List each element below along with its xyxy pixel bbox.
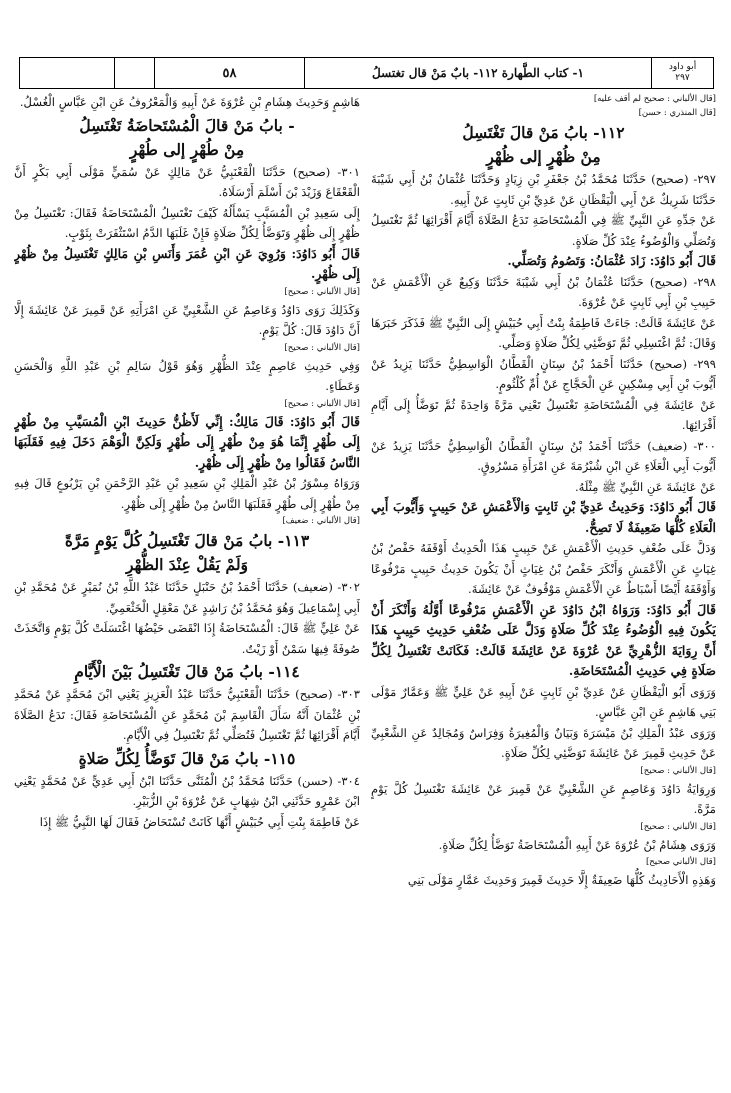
hadith-paragraph: ٣٠٤- (حسن) حَدَّثَنَا مُحَمَّدُ بْنُ الْمُثَنَّى حَدَّثَنَا ابْنُ أَبِي عَدِيٍّ عَنْ مُحَمَّدٍ يَعْنِي ابْنَ عَمْرٍو حَدَّثَنِي ابْنُ شِهَابٍ عَنْ عُرْوَةَ بْنِ الزُّبَيْرِ. — [14, 773, 360, 808]
hadith-paragraph: ٣٠٢- (ضعيف) حَدَّثَنَا أَحْمَدُ بْنُ حَنْبَلٍ حَدَّثَنَا عَبْدُ اللَّهِ بْنُ نُمَيْرٍ عَنْ مُحَمَّدِ بْنِ أَبِي إِسْمَاعِيلَ وَهُوَ مُحَمَّدُ بْنُ رَاشِدٍ عَنْ مَعْقِلٍ الْخَثْعَمِيِّ. — [14, 580, 360, 615]
hadith-paragraph: ٢٩٩- (صحيح) حَدَّثَنَا أَحْمَدُ بْنُ سِنَانٍ الْقَطَّانُ الْوَاسِطِيُّ حَدَّثَنَا يَزِيدُ عَنْ أَيُّوبَ بْنِ أَبِي مِسْكِينٍ عَنِ الْحَجَّاجِ عَنْ أُمِّ كُلْثُومٍ. — [371, 356, 716, 391]
chapter-title: ١١٥- بابُ مَنْ قالَ تَوَضَّأُ لِكُلِّ صَلاةٍ — [78, 748, 296, 768]
hadith-paragraph: وَرَوَاهُ مِسْوَرُ بْنُ عَبْدِ الْمَلِكِ بْنِ سَعِيدِ بْنِ عَبْدِ الرَّحْمَنِ بْنِ يَرْبُوعٍ قَالَ فِيهِ مِنْ طُهْرٍ إِلَى طُهْرٍ فَقَلَبَهَا النَّاسُ مِنْ ظُهْرٍ إِلَى ظُهْرٍ. — [14, 476, 360, 511]
grading-note: [قال الألباني : صحيح لم أقف عليه] — [593, 94, 716, 104]
abu-dawud-comment: قَالَ أَبُو دَاوُدَ: وَحَدِيثُ عَدِيِّ بْنِ ثَابِتٍ وَالْأَعْمَشِ عَنْ حَبِيبٍ وَأَيُّوبَ أَبِي الْعَلَاءِ كُلُّهَا ضَعِيفَةٌ لَا تَصِحُّ. — [371, 499, 716, 535]
hadith-paragraph: وَرِوَايَةُ دَاوُدَ وَعَاصِمٍ عَنِ الشَّعْبِيِّ عَنْ قَمِيرَ عَنْ عَائِشَةَ تَغْتَسِلُ كُلَّ يَوْمٍ مَرَّةً. — [371, 781, 716, 816]
grading-note: [قال الألباني : صحيح] — [284, 398, 360, 409]
chapter-title: ١١٢- بابُ مَنْ قالَ تَغْتَسِلُ — [462, 123, 625, 142]
header-title: ١- كتاب الطَّهارة ١١٢- بابٌ مَنْ قال تغتسلُ — [304, 58, 651, 88]
chapter-title-line2: مِنْ ظُهْرٍ إلى ظُهْرٍ — [486, 147, 601, 166]
hadith-paragraph: وَرَوَى هِشَامُ بْنُ عُرْوَةَ عَنْ أَبِيهِ الْمُسْتَحَاضَةُ تَوَضَّأُ لِكُلِّ صَلَاةٍ. — [438, 837, 716, 852]
grading-note: [قال الألباني : ضعيف] — [282, 516, 360, 526]
hadith-paragraph: ٢٩٨- (صحيح) حَدَّثَنَا عُثْمَانُ بْنُ أَبِي شَيْبَةَ حَدَّثَنَا وَكِيعٌ عَنِ الْأَعْمَشِ عَنْ حَبِيبِ بْنِ أَبِي ثَابِتٍ عَنْ عُرْوَةَ. — [371, 274, 716, 309]
header-empty-cell — [20, 58, 114, 88]
abu-dawud-comment: قَالَ أَبُو دَاوُدَ: قَالَ مَالِكٌ: إِنِّي لَأَظُنُّ حَدِيثَ ابْنِ الْمُسَيَّبِ مِنْ طُهْرٍ إِلَى طُهْرٍ إِنَّمَا هُوَ مِنْ طُهْرٍ إِلَى طُهْرٍ وَلَكِنَّ الْوَهْمَ دَخَلَ فِيهِ فَقَلَبَهَا النَّاسُ فَقَالُوا مِنْ ظُهْرٍ إِلَى ظُهْرٍ. — [14, 413, 360, 470]
hadith-paragraph: وَدَلَّ عَلَى ضُعْفِ حَدِيثِ الْأَعْمَشِ عَنْ حَبِيبٍ هَذَا الْحَدِيثُ أَوْقَفَهُ حَفْصُ بْنُ غِيَاثٍ عَنِ الْأَعْمَشِ وَأَنْكَرَ حَفْصُ بْنُ غِيَاثٍ أَنْ يَكُونَ حَدِيثُ حَبِيبٍ مَرْفُوعًا وَأَوْقَفَهُ أَيْضًا أَسْبَاطٌ عَنِ الْأَعْمَشِ مَوْقُوفٌ عَنْ عَائِشَةَ. — [371, 541, 716, 596]
page-number: ٥٨ — [154, 58, 304, 88]
hadith-paragraph: عَنْ عَلِيٍّ ﷺ قَالَ: الْمُسْتَحَاضَةُ إِذَا انْقَضَى حَيْضُهَا اغْتَسَلَتْ كُلَّ يَوْمٍ وَاتَّخَذَتْ صُوفَةً فِيهَا سَمْنٌ أَوْ زَيْتٌ. — [14, 621, 360, 656]
left-column — [14, 92, 360, 1082]
abu-dawud-comment: قَالَ أَبُو دَاوُدَ: وَرُوِيَ عَنِ ابْنِ عُمَرَ وَأَنَسِ بْنِ مَالِكٍ تَغْتَسِلُ مِنْ ظُهْرٍ إِلَى ظُهْرٍ. — [14, 245, 360, 281]
hadith-paragraph: وَكَذَلِكَ رَوَى دَاوُدُ وَعَاصِمٌ عَنِ الشَّعْبِيِّ عَنِ امْرَأَتِهِ عَنْ قَمِيرَ عَنْ عَائِشَةَ إِلَّا أَنَّ دَاوُدَ قَالَ: كُلَّ يَوْمٍ. — [14, 302, 360, 337]
right-column — [371, 92, 716, 1082]
chapter-title-line2: وَلَمْ يَقُلْ عِنْدَ الظُّهْرِ — [125, 555, 249, 574]
hadith-paragraph: ٢٩٧- (صحيح) حَدَّثَنَا مُحَمَّدُ بْنُ جَعْفَرِ بْنِ زِيَادٍ وَحَدَّثَنَا عُثْمَانُ بْنُ أَبِي شَيْبَةَ حَدَّثَنَا شَرِيكٌ عَنْ أَبِي الْيَقْظَانِ عَنْ عَدِيِّ بْنِ ثَابِتٍ عَنْ أَبِيهِ. — [371, 172, 716, 207]
hadith-paragraph: عَنْ عَائِشَةَ قَالَتْ: جَاءَتْ فَاطِمَةُ بِنْتُ أَبِي حُبَيْشٍ إِلَى النَّبِيِّ ﷺ فَذَكَرَ خَبَرَهَا وَقَالَ: ثُمَّ اغْتَسِلِي ثُمَّ تَوَضَّئِي لِكُلِّ صَلَاةٍ وَصَلِّي. — [371, 315, 716, 350]
grading-note: [قال الألباني : صحيح] — [284, 342, 360, 353]
grading-note: [قال الألباني : صحيح] — [284, 286, 360, 297]
grading-note: [قال المنذري : حسن] — [638, 108, 716, 118]
hadith-paragraph: هَاشِمٍ وَحَدِيثَ هِشَامِ بْنِ عُرْوَةَ عَنْ أَبِيهِ وَالْمَعْرُوفُ عَنِ ابْنِ عَبَّاسٍ الْغُسْلُ. — [19, 95, 360, 109]
hadith-paragraph: وَرَوَى أَبُو الْيَقْظَانِ عَنْ عَدِيِّ بْنِ ثَابِتٍ عَنْ أَبِيهِ عَنْ عَلِيٍّ ﷺ وَعَمَّارٌ مَوْلَى بَنِي هَاشِمٍ عَنِ ابْنِ عَبَّاسٍ. — [371, 684, 716, 719]
grading-note: [قال الألباني : صحيح] — [640, 821, 716, 832]
hadith-paragraph: عَنْ عَائِشَةَ فِي الْمُسْتَحَاضَةِ تَغْتَسِلُ تَعْنِي مَرَّةً وَاحِدَةً ثُمَّ تَوَضَّأُ إِلَى أَيَّامِ أَقْرَائِهَا. — [371, 397, 716, 432]
chapter-title: ١١٣- بابُ مَنْ قالَ تَغْتَسِلُ كُلَّ يَوْمٍ مَرَّةً — [64, 531, 310, 550]
hadith-paragraph: ٣٠٣- (صحيح) حَدَّثَنَا الْقَعْنَبِيُّ حَدَّثَنَا عَبْدُ الْعَزِيزِ يَعْنِي ابْنَ مُحَمَّدٍ عَنْ مُحَمَّدِ بْنِ عُثْمَانَ أَنَّهُ سَأَلَ الْقَاسِمَ بْنَ مُحَمَّدٍ عَنِ الْمُسْتَحَاضَةِ فَقَالَ: تَدَعُ الصَّلَاةَ أَيَّامَ أَقْرَائِهَا ثُمَّ تَغْتَسِلُ فَتُصَلِّي ثُمَّ تَغْتَسِلُ فِي الْأَيَّامِ. — [14, 687, 360, 742]
chapter-title: ١١٤- بابُ مَنْ قالَ تَغْتَسِلُ بَيْنَ الْأَيَّامِ — [74, 662, 300, 681]
header-book-cell — [651, 58, 713, 88]
hadith-paragraph: وَهَذِهِ الْأَحَادِيثُ كُلُّهَا ضَعِيفَةٌ إِلَّا حَدِيثَ قَمِيرَ وَحَدِيثَ عَمَّارٍ مَوْلَى بَنِي — [407, 873, 716, 887]
header-empty-cell — [114, 58, 154, 88]
chapter-title-line2: مِنْ طُهْرٍ إلى طُهْرٍ — [129, 139, 245, 159]
hadith-paragraph: عَنْ عَائِشَةَ عَنِ النَّبِيِّ ﷺ مِثْلَهُ. — [574, 479, 716, 494]
grading-note: [قال الألباني صحيح] — [645, 857, 716, 867]
hadith-paragraph: إِلَى سَعِيدِ بْنِ الْمُسَيَّبِ يَسْأَلُهُ كَيْفَ تَغْتَسِلُ الْمُسْتَحَاضَةُ فَقَالَ: تَغْتَسِلُ مِنْ ظُهْرٍ إِلَى ظُهْرٍ وَتَوَضَّأُ لِكُلِّ صَلَاةٍ فَإِنْ غَلَبَهَا الدَّمُ اسْتَثْفَرَتْ بِثَوْبٍ. — [14, 205, 360, 240]
header-book-page: ٢٩٧ — [675, 73, 690, 83]
hadith-paragraph: عَنْ جَدِّهِ عَنِ النَّبِيِّ ﷺ فِي الْمُسْتَحَاضَةِ تَدَعُ الصَّلَاةَ أَيَّامَ أَقْرَائِهَا ثُمَّ تَغْتَسِلُ وَتُصَلِّي وَالْوُضُوءُ عِنْدَ كُلِّ صَلَاةٍ. — [371, 213, 716, 248]
hadith-paragraph: ٣٠٠- (ضعيف) حَدَّثَنَا أَحْمَدُ بْنُ سِنَانٍ الْقَطَّانُ الْوَاسِطِيُّ حَدَّثَنَا يَزِيدُ عَنْ أَيُّوبَ أَبِي الْعَلَاءِ عَنِ ابْنِ شُبْرُمَةَ عَنِ امْرَأَةِ مَسْرُوقٍ. — [371, 438, 716, 473]
chapter-title: - بابُ مَنْ قالَ الْمُسْتَحاضَةُ تَغْتَسِلُ — [79, 115, 295, 135]
hadith-paragraph: وَرَوَى عَبْدُ الْمَلِكِ بْنُ مَيْسَرَةَ وَبَيَانٌ وَالْمُغِيرَةُ وَفِرَاسٌ وَمُجَالِدٌ عَنِ الشَّعْبِيِّ عَنْ حَدِيثِ قَمِيرَ عَنْ عَائِشَةَ تَوَضَّئِي لِكُلِّ صَلَاةٍ. — [371, 725, 716, 760]
header-book-name: أبو داود — [668, 62, 697, 72]
hadith-paragraph: عَنْ فَاطِمَةَ بِنْتِ أَبِي حُبَيْشٍ أَنَّهَا كَانَتْ تُسْتَحَاضُ فَقَالَ لَهَا النَّبِيُّ ﷺ إِذَا — [39, 814, 360, 829]
running-header — [19, 57, 714, 89]
hadith-paragraph: وَفِي حَدِيثِ عَاصِمٍ عِنْدَ الظُّهْرِ وَهُوَ قَوْلُ سَالِمِ بْنِ عَبْدِ اللَّهِ وَالْحَسَنِ وَعَطَاءٍ. — [14, 358, 360, 393]
abu-dawud-comment: قَالَ أَبُو دَاوُدَ: وَرَوَاهُ ابْنُ دَاوُدَ عَنِ الْأَعْمَشِ مَرْفُوعًا أَوَّلُهُ وَأَنْكَرَ أَنْ يَكُونَ فِيهِ الْوُضُوءُ عِنْدَ كُلِّ صَلَاةٍ وَدَلَّ عَلَى ضُعْفِ حَدِيثِ حَبِيبٍ هَذَا أَنَّ رِوَايَةَ الزُّهْرِيِّ عَنْ عُرْوَةَ عَنْ عَائِشَةَ قَالَتْ: فَكَانَتْ تَغْتَسِلُ لِكُلِّ صَلَاةٍ فِي حَدِيثِ الْمُسْتَحَاضَةِ. — [371, 601, 716, 678]
grading-note: [قال الألباني : صحيح] — [640, 765, 716, 776]
abu-dawud-comment: قَالَ أَبُو دَاوُدَ: زَادَ عُثْمَانُ: وَتَصُومُ وَتُصَلِّي. — [507, 253, 716, 268]
hadith-paragraph: ٣٠١- (صحيح) حَدَّثَنَا الْقَعْنَبِيُّ عَنْ مَالِكٍ عَنْ سُمَيٍّ مَوْلَى أَبِي بَكْرٍ أَنَّ الْقَعْقَاعَ وَزَيْدَ بْنَ أَسْلَمَ أَرْسَلَاهُ. — [14, 164, 360, 199]
